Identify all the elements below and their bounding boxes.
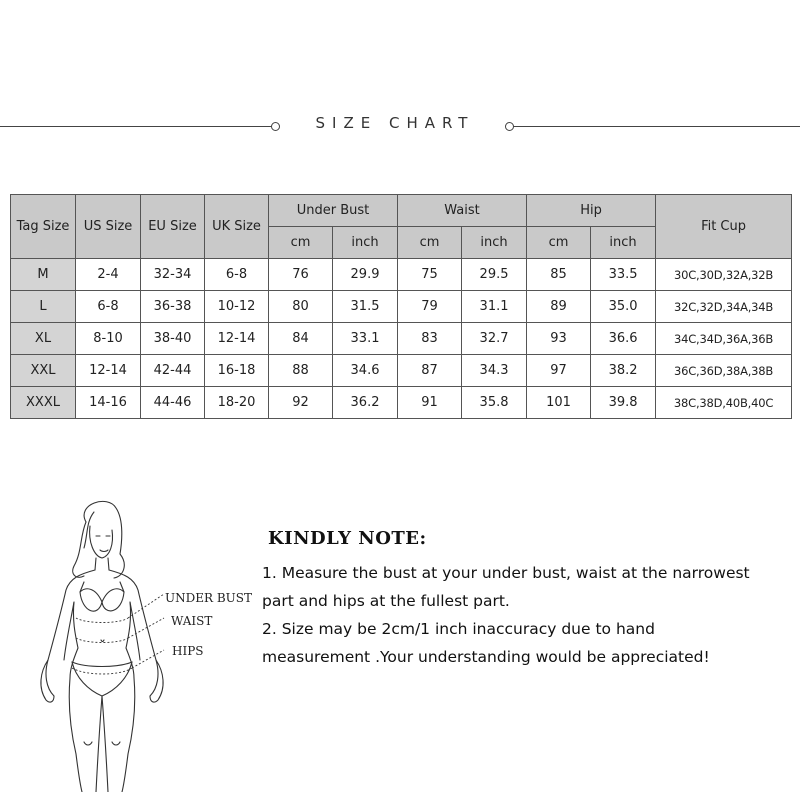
cell-under-bust-inch: 36.2 <box>333 387 398 419</box>
cell-fit-cup: 36C,36D,38A,38B <box>656 355 792 387</box>
note-line-1: 1. Measure the bust at your under bust, waist at the narrowest <box>262 564 750 582</box>
cell-us-size: 2-4 <box>76 259 141 291</box>
cell-hip-inch: 33.5 <box>591 259 656 291</box>
cell-uk-size: 18-20 <box>205 387 269 419</box>
cell-hip-inch: 35.0 <box>591 291 656 323</box>
cell-eu-size: 44-46 <box>141 387 205 419</box>
size-table-body <box>11 259 792 419</box>
cell-under-bust-cm: 92 <box>269 387 333 419</box>
header-unit-inch: inch <box>333 227 398 259</box>
cell-waist-inch: 31.1 <box>462 291 527 323</box>
cell-eu-size: 42-44 <box>141 355 205 387</box>
cell-fit-cup: 34C,34D,36A,36B <box>656 323 792 355</box>
cell-under-bust-cm: 76 <box>269 259 333 291</box>
cell-hip-cm: 101 <box>527 387 591 419</box>
header-us-size: US Size <box>76 195 141 259</box>
cell-under-bust-cm: 88 <box>269 355 333 387</box>
cell-under-bust-inch: 33.1 <box>333 323 398 355</box>
header-uk-size: UK Size <box>205 195 269 259</box>
table-row <box>11 291 792 323</box>
header-under-bust: Under Bust <box>269 195 398 227</box>
cell-waist-cm: 83 <box>398 323 462 355</box>
table-row <box>11 323 792 355</box>
cell-hip-inch: 39.8 <box>591 387 656 419</box>
header-unit-cm: cm <box>527 227 591 259</box>
cell-tag-size: L <box>11 291 76 323</box>
size-chart-header <box>0 108 800 144</box>
cell-eu-size: 36-38 <box>141 291 205 323</box>
header-tag-size: Tag Size <box>11 195 76 259</box>
cell-hip-cm: 93 <box>527 323 591 355</box>
woman-outline-illustration <box>24 492 264 792</box>
label-under-bust: UNDER BUST <box>165 591 252 605</box>
page-title: SIZE CHART <box>315 114 475 132</box>
label-hips: HIPS <box>172 644 204 658</box>
cell-waist-inch: 32.7 <box>462 323 527 355</box>
cell-tag-size: XXXL <box>11 387 76 419</box>
size-table <box>10 194 792 419</box>
cell-waist-cm: 79 <box>398 291 462 323</box>
cell-under-bust-inch: 29.9 <box>333 259 398 291</box>
header-hip: Hip <box>527 195 656 227</box>
header-fit-cup: Fit Cup <box>656 195 792 259</box>
title-rule-right <box>513 126 800 127</box>
cell-uk-size: 12-14 <box>205 323 269 355</box>
table-row <box>11 259 792 291</box>
note-line-2: part and hips at the fullest part. <box>262 592 510 610</box>
cell-us-size: 6-8 <box>76 291 141 323</box>
cell-fit-cup: 38C,38D,40B,40C <box>656 387 792 419</box>
title-ornament-left <box>271 122 280 131</box>
cell-uk-size: 10-12 <box>205 291 269 323</box>
cell-waist-inch: 29.5 <box>462 259 527 291</box>
note-line-3: 2. Size may be 2cm/1 inch inaccuracy due to hand <box>262 620 655 638</box>
header-unit-cm: cm <box>398 227 462 259</box>
cell-waist-cm: 91 <box>398 387 462 419</box>
cell-under-bust-inch: 31.5 <box>333 291 398 323</box>
cell-fit-cup: 32C,32D,34A,34B <box>656 291 792 323</box>
cell-hip-cm: 97 <box>527 355 591 387</box>
cell-under-bust-cm: 84 <box>269 323 333 355</box>
cell-waist-cm: 75 <box>398 259 462 291</box>
header-waist: Waist <box>398 195 527 227</box>
cell-hip-inch: 36.6 <box>591 323 656 355</box>
cell-eu-size: 38-40 <box>141 323 205 355</box>
body-measurement-figure <box>24 492 264 792</box>
cell-under-bust-cm: 80 <box>269 291 333 323</box>
cell-tag-size: XXL <box>11 355 76 387</box>
header-unit-inch: inch <box>462 227 527 259</box>
table-row <box>11 387 792 419</box>
cell-uk-size: 6-8 <box>205 259 269 291</box>
table-row <box>11 355 792 387</box>
header-eu-size: EU Size <box>141 195 205 259</box>
label-waist: WAIST <box>171 614 213 628</box>
cell-tag-size: M <box>11 259 76 291</box>
cell-waist-inch: 35.8 <box>462 387 527 419</box>
title-rule-left <box>0 126 272 127</box>
note-line-4: measurement .Your understanding would be appreciated! <box>262 648 710 666</box>
cell-uk-size: 16-18 <box>205 355 269 387</box>
cell-us-size: 12-14 <box>76 355 141 387</box>
cell-us-size: 8-10 <box>76 323 141 355</box>
note-title: KINDLY NOTE: <box>268 528 427 549</box>
cell-fit-cup: 30C,30D,32A,32B <box>656 259 792 291</box>
cell-under-bust-inch: 34.6 <box>333 355 398 387</box>
cell-hip-cm: 85 <box>527 259 591 291</box>
cell-hip-cm: 89 <box>527 291 591 323</box>
cell-tag-size: XL <box>11 323 76 355</box>
cell-hip-inch: 38.2 <box>591 355 656 387</box>
cell-eu-size: 32-34 <box>141 259 205 291</box>
header-unit-inch: inch <box>591 227 656 259</box>
header-unit-cm: cm <box>269 227 333 259</box>
cell-us-size: 14-16 <box>76 387 141 419</box>
cell-waist-cm: 87 <box>398 355 462 387</box>
cell-waist-inch: 34.3 <box>462 355 527 387</box>
